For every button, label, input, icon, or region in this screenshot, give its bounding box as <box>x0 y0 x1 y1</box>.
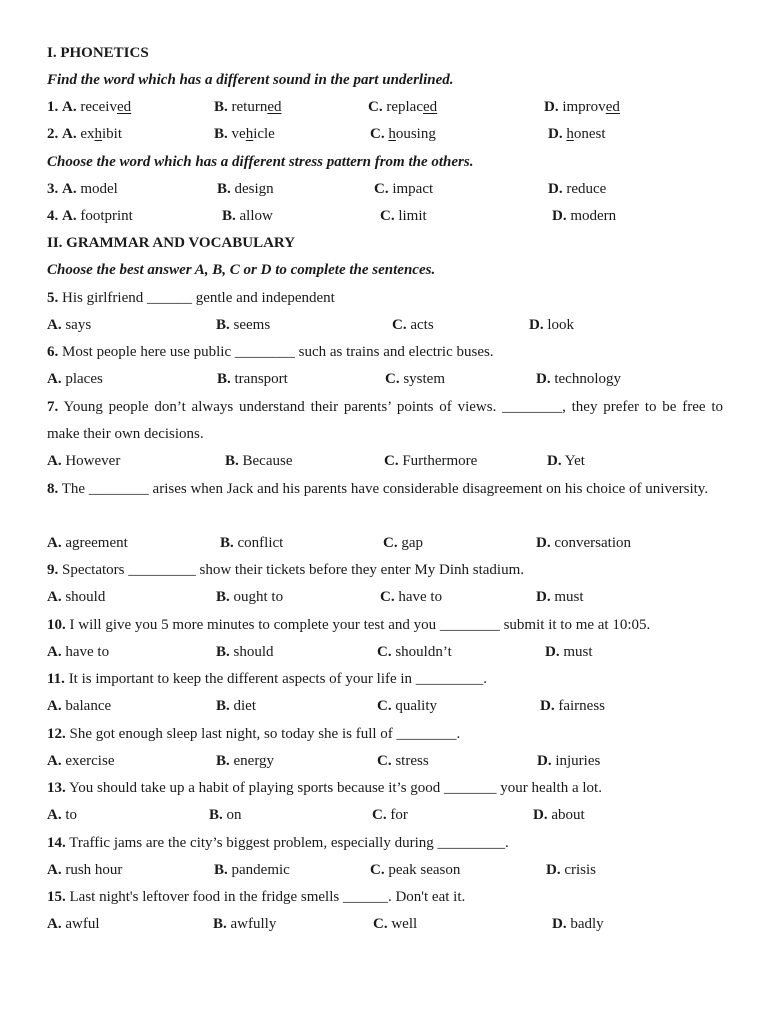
question-number: 13. <box>47 780 66 796</box>
question-12-stem <box>47 724 460 744</box>
option-letter: A. <box>62 126 77 142</box>
option-10b[interactable]: B. should <box>216 644 274 660</box>
option-letter: D. <box>545 644 560 660</box>
option-letter: D. <box>547 453 562 469</box>
option-2b[interactable]: B. vehicle <box>214 126 275 142</box>
question-number: 14. <box>47 835 66 851</box>
option-9c[interactable]: C. have to <box>380 589 443 605</box>
question-6-options <box>47 369 727 389</box>
section-title-phonetics: I. PHONETICS <box>47 45 149 61</box>
option-letter: C. <box>385 371 400 387</box>
question-14-options <box>47 860 727 880</box>
question-number: 9. <box>47 562 59 578</box>
option-letter: D. <box>548 126 563 142</box>
question-11-stem <box>47 669 487 689</box>
option-letter: B. <box>216 698 230 714</box>
question-text: Spectators _________ show their tickets before they enter My Dinh stadium. <box>62 562 524 578</box>
option-letter: A. <box>47 862 62 878</box>
option-2a[interactable]: 2. A. exhibit <box>47 126 123 142</box>
question-12-options <box>47 751 727 771</box>
option-12c[interactable]: C. stress <box>377 753 429 769</box>
option-1a[interactable]: 1. A. received <box>47 99 132 115</box>
option-9d[interactable]: D. must <box>536 589 584 605</box>
question-number: 15. <box>47 889 66 905</box>
question-number: 4. <box>47 208 59 224</box>
option-letter: C. <box>377 753 392 769</box>
option-13d[interactable]: D. about <box>533 807 585 823</box>
option-letter: B. <box>220 535 234 551</box>
option-11a[interactable]: A. balance <box>47 698 112 714</box>
question-10-options <box>47 642 727 662</box>
option-letter: C. <box>374 181 389 197</box>
underlined-part: h <box>388 126 396 142</box>
question-14-stem <box>47 833 509 853</box>
option-3a[interactable]: 3. A. model <box>47 181 118 197</box>
option-8b[interactable]: B. conflict <box>220 535 284 551</box>
question-text: I will give you 5 more minutes to complete your test and you ________ submit it to me at 10:05. <box>69 617 651 633</box>
option-14d[interactable]: D. crisis <box>546 862 597 878</box>
option-14c[interactable]: C. peak season <box>370 862 461 878</box>
option-7c[interactable]: C. Furthermore <box>384 453 478 469</box>
question-text: Traffic jams are the city’s biggest problem, especially during _________. <box>69 835 509 851</box>
option-letter: D. <box>537 753 552 769</box>
option-letter: C. <box>380 208 395 224</box>
option-11d[interactable]: D. fairness <box>540 698 605 714</box>
option-7d[interactable]: D. Yet <box>547 453 585 469</box>
option-5d[interactable]: D. look <box>529 317 575 333</box>
option-8d[interactable]: D. conversation <box>536 535 631 551</box>
question-6-stem <box>47 342 494 362</box>
option-13b[interactable]: B. on <box>209 807 242 823</box>
option-2d[interactable]: D. honest <box>548 126 606 142</box>
option-4a[interactable]: 4. A. footprint <box>47 208 133 224</box>
option-12b[interactable]: B. energy <box>216 753 275 769</box>
option-4d[interactable]: D. modern <box>552 208 617 224</box>
option-10d[interactable]: D. must <box>545 644 593 660</box>
question-number: 6. <box>47 344 59 360</box>
option-5a[interactable]: A. says <box>47 317 92 333</box>
option-letter: C. <box>373 916 388 932</box>
option-letter: B. <box>209 807 223 823</box>
option-6c[interactable]: C. system <box>385 371 446 387</box>
option-letter: A. <box>47 535 62 551</box>
option-letter: A. <box>47 916 62 932</box>
option-12a[interactable]: A. exercise <box>47 753 115 769</box>
option-3b[interactable]: B. design <box>217 181 274 197</box>
option-letter: C. <box>377 644 392 660</box>
underlined-part: ed <box>116 99 132 115</box>
option-letter: A. <box>62 181 77 197</box>
option-letter: D. <box>533 807 548 823</box>
option-11b[interactable]: B. diet <box>216 698 257 714</box>
option-letter: A. <box>47 453 62 469</box>
underlined-part: ed <box>422 99 438 115</box>
option-4c[interactable]: C. limit <box>380 208 427 224</box>
instruction-sound: Find the word which has a different sound in the part underlined. <box>47 72 454 88</box>
question-number: 11. <box>47 671 65 687</box>
question-5-options <box>47 315 727 335</box>
question-9-stem <box>47 560 524 580</box>
option-1d[interactable]: D. improved <box>544 99 620 115</box>
option-letter: C. <box>368 99 383 115</box>
question-text: Last night's leftover food in the fridge smells ______. Don't eat it. <box>69 889 466 905</box>
question-text: Most people here use public ________ such as trains and electric buses. <box>62 344 494 360</box>
option-5c[interactable]: C. acts <box>392 317 434 333</box>
option-letter: B. <box>216 589 230 605</box>
option-13a[interactable]: A. to <box>47 807 78 823</box>
option-letter: A. <box>47 589 62 605</box>
option-letter: D. <box>548 181 563 197</box>
option-letter: A. <box>47 807 62 823</box>
question-7-stem <box>47 394 723 448</box>
option-letter: A. <box>62 208 77 224</box>
option-letter: B. <box>216 317 230 333</box>
option-7b[interactable]: B. Because <box>225 453 293 469</box>
option-7a[interactable]: A. However <box>47 453 121 469</box>
option-letter: B. <box>217 181 231 197</box>
question-text: It is important to keep the different aspects of your life in _________. <box>68 671 488 687</box>
option-letter: D. <box>529 317 544 333</box>
option-8c[interactable]: C. gap <box>383 535 424 551</box>
question-13-stem <box>47 778 602 798</box>
option-letter: B. <box>213 916 227 932</box>
question-4 <box>47 206 727 226</box>
option-letter: D. <box>544 99 559 115</box>
option-letter: D. <box>536 589 551 605</box>
option-12d[interactable]: D. injuries <box>537 753 601 769</box>
option-letter: A. <box>47 698 62 714</box>
option-letter: D. <box>540 698 555 714</box>
underlined-part: ed <box>605 99 620 115</box>
question-15-options <box>47 914 727 934</box>
question-1 <box>47 97 727 117</box>
option-letter: D. <box>546 862 561 878</box>
option-6a[interactable]: A. places <box>47 371 103 387</box>
option-letter: A. <box>47 371 62 387</box>
question-text: Young people don’t always understand their parents’ points of views. ________, they prefer to be free to make their own decisions. <box>47 399 723 442</box>
option-8a[interactable]: A. agreement <box>47 535 128 551</box>
option-letter: C. <box>377 698 392 714</box>
option-6d[interactable]: D. technology <box>536 371 621 387</box>
question-number: 7. <box>47 399 59 415</box>
option-letter: D. <box>536 535 551 551</box>
option-11c[interactable]: C. quality <box>377 698 438 714</box>
question-15-stem <box>47 887 465 907</box>
option-letter: C. <box>392 317 407 333</box>
option-6b[interactable]: B. transport <box>217 371 288 387</box>
question-number: 1. <box>47 99 59 115</box>
option-5b[interactable]: B. seems <box>216 317 271 333</box>
question-2 <box>47 124 727 144</box>
option-15d[interactable]: D. badly <box>552 916 604 932</box>
question-9-options <box>47 587 727 607</box>
option-3d[interactable]: D. reduce <box>548 181 607 197</box>
question-5-stem <box>47 288 335 308</box>
question-number: 10. <box>47 617 66 633</box>
option-letter: C. <box>384 453 399 469</box>
option-letter: B. <box>216 644 230 660</box>
option-letter: C. <box>370 862 385 878</box>
question-number: 2. <box>47 126 59 142</box>
question-13-options <box>47 805 727 825</box>
question-text: You should take up a habit of playing sports because it’s good _______ your health a lot. <box>68 780 602 796</box>
option-10c[interactable]: C. shouldn’t <box>377 644 452 660</box>
question-11-options <box>47 696 727 716</box>
option-1b[interactable]: B. returned <box>214 99 282 115</box>
option-2c[interactable]: C. housing <box>370 126 436 142</box>
option-9b[interactable]: B. ought to <box>216 589 284 605</box>
question-7-options <box>47 451 727 471</box>
option-letter: D. <box>536 371 551 387</box>
question-10-stem <box>47 615 650 635</box>
option-15c[interactable]: C. well <box>373 916 418 932</box>
option-1c[interactable]: C. replaced <box>368 99 438 115</box>
option-letter: B. <box>214 862 228 878</box>
question-number: 8. <box>47 481 59 497</box>
underlined-part: h <box>245 126 254 142</box>
option-10a[interactable]: A. have to <box>47 644 110 660</box>
question-8-options <box>47 533 727 553</box>
section-title-grammar: II. GRAMMAR AND VOCABULARY <box>47 235 296 251</box>
option-letter: C. <box>372 807 387 823</box>
option-letter: C. <box>383 535 398 551</box>
option-4b[interactable]: B. allow <box>222 208 273 224</box>
question-text: The ________ arises when Jack and his parents have considerable disagreement on his choice of university. <box>61 481 709 497</box>
option-letter: A. <box>62 99 77 115</box>
option-14b[interactable]: B. pandemic <box>214 862 290 878</box>
question-number: 5. <box>47 290 59 306</box>
question-3 <box>47 179 727 199</box>
option-letter: A. <box>47 317 62 333</box>
underlined-part: ed <box>267 99 282 115</box>
option-letter: D. <box>552 916 567 932</box>
question-text: His girlfriend ______ gentle and independent <box>62 290 335 306</box>
option-letter: B. <box>214 99 228 115</box>
option-letter: B. <box>217 371 231 387</box>
underlined-part: h <box>566 126 574 142</box>
instruction-grammar: Choose the best answer A, B, C or D to complete the sentences. <box>47 262 436 278</box>
option-letter: D. <box>552 208 567 224</box>
option-13c[interactable]: C. for <box>372 807 408 823</box>
option-letter: C. <box>380 589 395 605</box>
option-letter: C. <box>370 126 385 142</box>
option-14a[interactable]: A. rush hour <box>47 862 123 878</box>
option-letter: B. <box>225 453 239 469</box>
question-number: 3. <box>47 181 59 197</box>
option-15b[interactable]: B. awfully <box>213 916 277 932</box>
option-letter: A. <box>47 644 62 660</box>
option-letter: A. <box>47 753 62 769</box>
option-3c[interactable]: C. impact <box>374 181 434 197</box>
option-letter: B. <box>222 208 236 224</box>
option-9a[interactable]: A. should <box>47 589 106 605</box>
instruction-stress: Choose the word which has a different stress pattern from the others. <box>47 154 474 170</box>
question-number: 12. <box>47 726 66 742</box>
option-15a[interactable]: A. awful <box>47 916 100 932</box>
question-text: She got enough sleep last night, so today she is full of ________. <box>69 726 461 742</box>
question-8-stem <box>47 476 723 503</box>
option-letter: B. <box>216 753 230 769</box>
option-letter: B. <box>214 126 228 142</box>
underlined-part: h <box>94 126 103 142</box>
